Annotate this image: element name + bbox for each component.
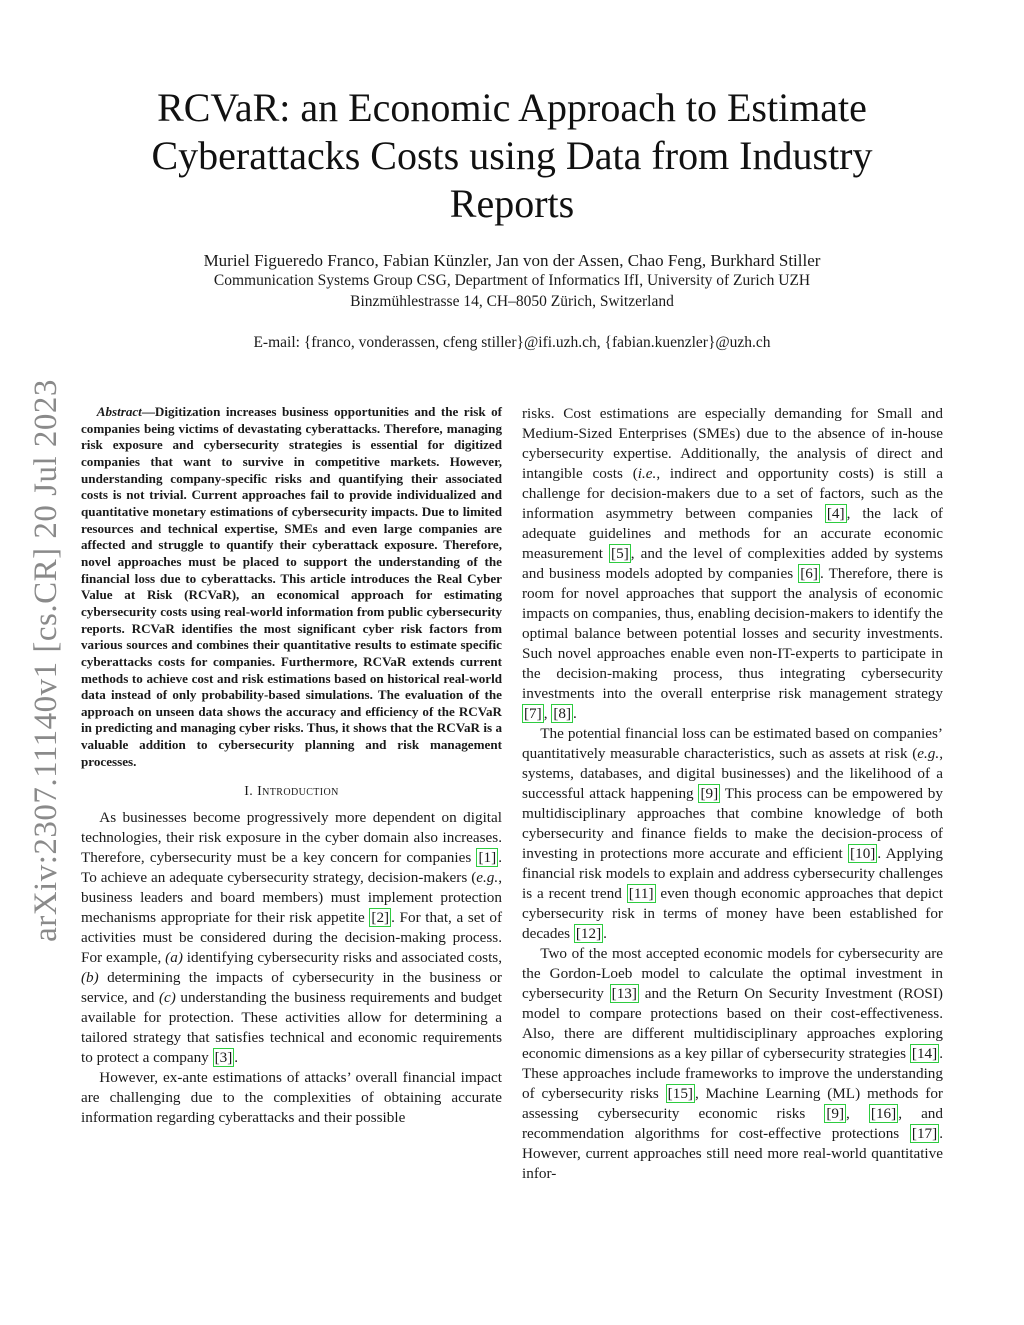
contact-email: E-mail: {franco, vonderassen, cfeng stiller}@ifi.uzh.ch, {fabian.kuenzler}@uzh.ch <box>253 334 771 351</box>
citation-link[interactable]: [13] <box>611 985 637 1002</box>
arxiv-stamp <box>28 370 64 950</box>
citation-link[interactable]: [15] <box>667 1085 693 1102</box>
right-column <box>522 404 943 1184</box>
affiliation-line-2: Binzmühlestrasse 14, CH–8050 Zürich, Switzerland <box>350 293 674 310</box>
abstract <box>81 404 502 770</box>
citation-link[interactable]: [9] <box>700 785 719 802</box>
abstract-label: Abstract <box>96 404 142 419</box>
abstract-text: —Digitization increases business opportunities and the risk of companies being victims of devastating cyberattacks. Therefore, managing risk exposure and cybersecurity strategies is essential for digitized companies that want to survive in competitive markets. However, understanding company-specific risks and quantifying their associated costs is not trivial. Current approaches fail to provide individualized and quantitative monetary estimations of cybersecurity impacts. Due to limited resources and technical expertise, SMEs and even large companies are affected and struggle to quantify their cyberattack exposure. Therefore, novel approaches must be placed to support the understanding of the financial loss due to cyberattacks. This article introduces the Real Cyber Value at Risk (RCVaR), an economical approach for estimating cybersecurity costs using real-world information from public cybersecurity reports. RCVaR identifies the most significant cyber risk factors from various sources and combines their quantitative results to estimate specific cyberattacks costs for companies. Furthermore, RCVaR extends current methods to achieve cost and risk estimations based on historical real-world data instead of only probability-based simulations. The evaluation of the approach on unseen data shows the accuracy and efficiency of the RCVaR in predicting and managing cyber risks. Thus, it shows that the RCVaR is a valuable addition to cybersecurity planning and risk management processes. <box>81 404 502 769</box>
right-paragraph-2: The potential financial loss can be estimated based on companies’ quantitatively measurable characteristics, such as assets at risk (e.g., systems, databases, and digital businesses) and the likelihood of a successful attack happening [9] This process can be empowered by multidisciplinary approaches that combine knowledge of both cybersecurity and finance fields to make the decision-process of investing in protections more accurate and efficient [10] . Applying financial risk models to explain and address cybersecurity challenges is a recent trend [11] even though economic approaches that depict cybersecurity risk in terms of money have been established for decades [12] . <box>522 725 943 942</box>
left-column <box>81 404 502 1128</box>
citation-link[interactable]: [3] <box>214 1049 233 1067</box>
citation-link[interactable]: [4] <box>826 505 845 522</box>
citation-link[interactable]: [11] <box>628 885 654 902</box>
citation-link[interactable]: [14] <box>911 1045 938 1062</box>
citation-link[interactable]: [8] <box>553 705 572 722</box>
citation-link[interactable]: [1] <box>478 849 497 867</box>
citation-link[interactable]: [2] <box>371 909 390 927</box>
citation-link[interactable]: [9] <box>826 1105 845 1122</box>
citation-link[interactable]: [17] <box>911 1125 938 1142</box>
arxiv-id-label: arXiv:2307.11140v1 [cs.CR] 20 Jul 2023 <box>27 378 64 942</box>
right-paragraph-3: Two of the most accepted economic models for cybersecurity are the Gordon-Loeb model to calculate the optimal investment in cybersecurity [13] and the Return On Security Investment (ROSI) model to compare protections based on their cost-effectiveness. Also, there are different multidisciplinary approaches exploring economic dimensions as a key pillar of cybersecurity strategies [14] . These approaches include frameworks to improve the understanding of cybersecurity risks [15] , Machine Learning (ML) methods for assessing cybersecurity economic risks [9] , [16] , and recommendation algorithms for cost-effective protections [17] . However, current approaches still need more real-world quantitative infor- <box>522 945 943 1182</box>
citation-link[interactable]: [12] <box>575 925 602 942</box>
citation-link[interactable]: [7] <box>524 705 542 722</box>
paper-title: RCVaR: an Economic Approach to Estimate Cyberattacks Costs using Data from Industry Reports <box>151 85 873 226</box>
affiliation-line-1: Communication Systems Group CSG, Department of Informatics IfI, University of Zurich UZH <box>213 272 811 289</box>
author-list: Muriel Figueredo Franco, Fabian Künzler, Jan von der Assen, Chao Feng, Burkhard Stiller <box>203 251 821 270</box>
citation-link[interactable]: [6] <box>800 565 818 582</box>
section-heading-introduction: I. Introduction <box>244 784 339 800</box>
citation-link[interactable]: [16] <box>870 1105 897 1122</box>
right-paragraph-1: risks. Cost estimations are especially demanding for Small and Medium-Sized Enterprises (SMEs) due to the absence of in-house cybersecurity expertise. Additionally, the analysis of direct and intangible costs (i.e., indirect and opportunity costs) is still a challenge for decision-makers due to a set of factors, such as the information asymmetry between companies [4] , the lack of adequate guidelines and methods for an accurate economic measurement [5] , and the level of complexities added by systems and business models adopted by companies [6] . Therefore, there is room for novel approaches that support the analysis of economic impacts on companies, thus, enabling decision-makers to identify the optimal balance between potential losses and security investments. Such novel approaches enable even non-IT-experts to participate in the decision-making process, thus integrating cybersecurity investments into the overall enterprise risk management strategy [7] , [8] . <box>522 405 943 722</box>
citation-link[interactable]: [10] <box>850 845 876 862</box>
intro-paragraph-2: However, ex-ante estimations of attacks’ overall financial impact are challenging due to the complexities of obtaining accurate information regarding cyberattacks and their possible <box>81 1069 502 1127</box>
citation-link[interactable]: [5] <box>611 545 629 562</box>
intro-paragraph-1: As businesses become progressively more dependent on digital technologies, their risk exposure in the cyber domain also increases. Therefore, cybersecurity must be a key concern for companies [1] . To achieve an adequate cybersecurity strategy, decision-makers (e.g., business leaders and board members) must implement protection mechanisms appropriate for their risk appetite [2] . For that, a set of activities must be considered during the decision-making process. For example, (a) identifying cybersecurity risks and associated costs, (b) determining the impacts of cybersecurity in the business or service, and (c) understanding the business requirements and budget available for protection. These activities allow for determining a tailored strategy that satisfies technical and economic requirements to protect a company [3] . <box>81 809 503 1067</box>
